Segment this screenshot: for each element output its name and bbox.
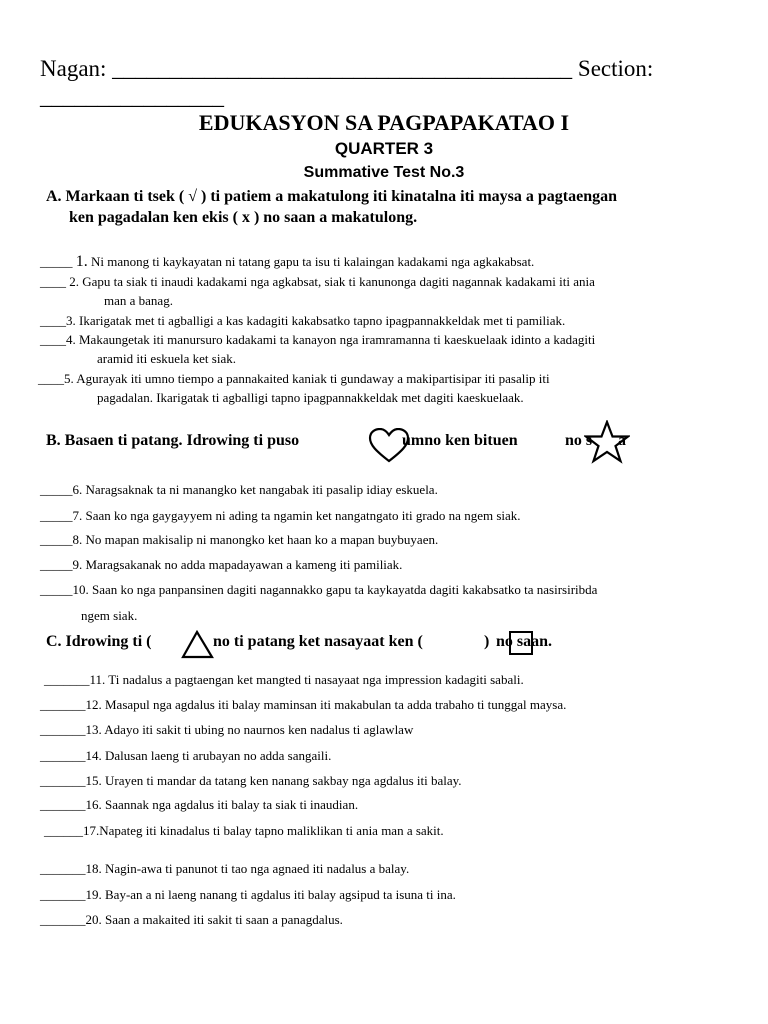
section-b-instruction-tail: a [618,432,626,449]
test-title: Summative Test No.3 [303,164,465,181]
list-item: _____8. No mapan makisalip ni manongko ket haan ko a mapan buybuyaen. [40,532,439,547]
list-item: _____6. Naragsaknak ta ni manangko ket nangabak iti pasalip idiay eskuela. [40,482,438,497]
list-item: ______17.Napateg iti kinadalus ti balay tapno maliklikan ti ania man a sakit. [44,823,444,838]
name-blank[interactable]: ________________________________________ [112,56,573,81]
section-b-instruction-start: B. Basaen ti patang. Idrowing ti puso [46,432,300,449]
square-icon [509,631,533,655]
list-item-continuation: ngem siak. [81,608,138,623]
section-label: Section: [577,56,654,81]
list-item-continuation: aramid iti eskuela ket siak. [97,351,236,366]
triangle-icon [181,630,215,660]
list-item: _______15. Urayen ti mandar da tatang ken nanang sakbay nga agdalus iti balay. [40,773,462,788]
list-item: _______12. Masapul nga agdalus iti balay maminsan iti makabulan ta adda trabaho ti tunggal maysa. [40,697,567,712]
item-number: 1. [75,253,88,270]
list-item: _______11. Ti nadalus a pagtaengan ket mangted ti nasayaat nga impression kadagiti sabali. [44,672,524,687]
list-item [40,253,534,271]
name-row [40,56,653,82]
list-item: _____9. Maragsakanak no adda mapadayawan a kameng iti pamiliak. [40,557,403,572]
list-item: _____10. Saan ko nga panpansinen dagiti nagannakko gapu ta kaykayatda dagiti kakabsatko ta nasirsiribda [40,582,598,597]
subject-title: EDUKASYON SA PAGPAPAKATAO I [198,110,570,135]
section-c-instruction-start: C. Idrowing ti ( [46,633,152,650]
list-item: ____5. Agurayak iti umno tiempo a pannakaited kaniak ti gundaway a makipartisipar iti pasalip iti [38,371,550,386]
quarter-title: QUARTER 3 [334,139,434,158]
section-a-instruction-line2: ken pagadalan ken ekis ( x ) no saan a makatulong. [69,209,418,226]
list-item-continuation: pagadalan. Ikarigatak ti agballigi tapno ipagpannakkeldak met dagiti kaeskuelaak. [97,390,524,405]
section-blank[interactable]: ________________ [40,84,224,109]
section-c-instruction-mid: no ti patang ket nasayaat ken ( [213,633,423,650]
list-item: _______13. Adayo iti sakit ti ubing no naurnos ken nadalus ti aglawlaw [40,722,414,737]
list-item: _______18. Nagin-awa ti panunot ti tao nga agnaed iti nadalus a balay. [40,861,410,876]
section-b-instruction-end: no s [565,432,593,449]
list-item: ____ 2. Gapu ta siak ti inaudi kadakami nga agkabsat, siak ti kanunonga dagiti nagannak kadakami iti ania [40,274,595,289]
section-c-instruction-close: ) [484,633,490,650]
list-item: _____7. Saan ko nga gaygayyem ni ading ta ngamin ket nangatngato iti grado na ngem siak. [40,508,521,523]
answer-blank[interactable]: _____ [40,254,73,269]
list-item: _______19. Bay-an a ni laeng nanang ti agdalus iti balay agsipud ta isuna ti ina. [40,887,456,902]
list-item-continuation: man a banag. [104,293,173,308]
item-text: Ni manong ti kaykayatan ni tatang gapu ta isu ti kalaingan kadakami nga agkakabsat. [91,254,535,269]
list-item: ____4. Makaungetak iti manursuro kadakami ta kanayon nga iramramanna ti kaeskuelaak idinto a kadagiti [40,332,596,347]
section-b-instruction-mid: umno ken bituen [402,432,518,449]
section-c-instruction-end: no saan. [496,633,553,650]
list-item: _______14. Dalusan laeng ti arubayan no adda sangaili. [40,748,332,763]
list-item: _______20. Saan a makaited iti sakit ti saan a panagdalus. [40,912,343,927]
section-a-instruction-line1: A. Markaan ti tsek ( √ ) ti patiem a makatulong iti kinatalna iti maysa a pagtaengan [46,188,618,205]
name-label: Nagan: [40,56,107,81]
list-item: ____3. Ikarigatak met ti agballigi a kas kadagiti kakabsatko tapno ipagpannakkeldak met ti pamiliak. [40,313,566,328]
list-item: _______16. Saannak nga agdalus iti balay ta siak ti inaudian. [40,797,359,812]
